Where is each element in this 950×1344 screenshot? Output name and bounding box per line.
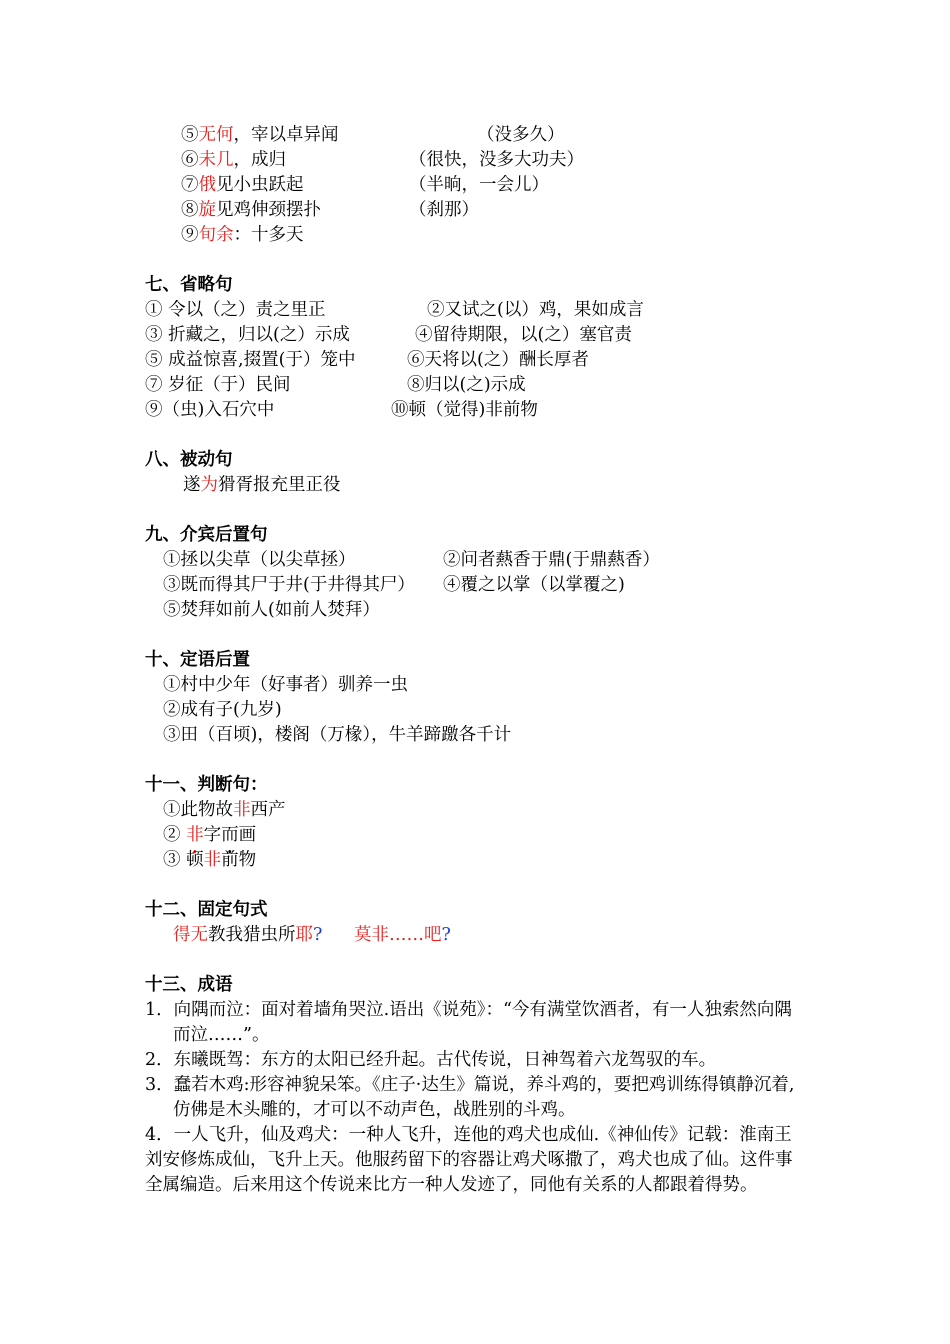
section-heading: 十二、固定句式 [145,900,268,920]
list-item: 4．一人飞升，仙及鸡犬：一种人飞升，连他的鸡犬也成仙.《神仙传》记载：淮南王刘安修炼成仙，飞升上天。他服药留下的容器让鸡犬啄撒了，鸡犬也成了仙。这件事全属编造。后来用这个传说来比方一种人发迹了，同他有关系的人都跟着得势。 [145,1125,793,1195]
section-judgment [145,773,805,873]
list-item: 1．向隅而泣：面对着墙角哭泣.语出《说苑》：“今有满堂饮酒者，有一人独索然向隅而泣……”。 [145,1000,792,1045]
list-item: ⑤ 成益惊喜,掇置(于）笼中 ⑥天将以(之）酬长厚者 [145,350,589,370]
section-postposed-prepositional [145,523,805,623]
time-words-list [145,123,805,248]
section-heading: 十一、判断句： [145,775,268,795]
list-item: ⑦ 岁征（于）民间 ⑧归以(之)示成 [145,375,526,395]
list-item: ③既而得其尸于井(于井得其尸） ④覆之以掌（以掌覆之) [163,575,625,595]
section-idioms [145,973,805,1198]
list-item: ⑥未几，成归 （很快，没多大功夫） [181,150,584,170]
list-item: ③ 顿非前物 [163,850,257,870]
list-item: ③田（百顷)，楼阁（万椽），牛羊蹄躈各千计 [163,725,512,745]
list-item: ①村中少年（好事者）驯养一虫 [163,675,408,695]
section-ellipsis [145,273,805,423]
list-item: ①此物故非西产 [163,800,286,820]
list-item: ⑧旋见鸡伸颈摆扑 （刹那） [181,200,479,220]
section-fixed-patterns [145,898,805,948]
list-item: ②成有子(九岁) [163,700,282,720]
list-item: ② 非字而画 [163,825,257,845]
list-item: 2．东曦既驾：东方的太阳已经升起。古代传说，日神驾着六龙驾驭的车。 [145,1050,717,1070]
list-item: 得无教我猎虫所耶? 莫非……吧? [173,925,451,945]
list-item: ① 令以（之）责之里正 ②又试之(以）鸡，果如成言 [145,300,644,320]
section-heading: 七、省略句 [145,275,233,295]
section-heading: 十、定语后置 [145,650,250,670]
list-item: ③ 折藏之，归以(之）示成 ④留待期限，以(之）塞官责 [145,325,632,345]
list-item: ⑨（虫)入石穴中 ⑩顿（觉得)非前物 [145,400,538,420]
list-item: ①拯以尖草（以尖草拯） ②问者爇香于鼎(于鼎爇香） [163,550,660,570]
list-item: ⑦俄见小虫跃起 （半晌，一会儿） [181,175,549,195]
list-item: ⑤焚拜如前人(如前人焚拜） [163,600,380,620]
list-item: ⑤无何，宰以卓异闻 （没多久） [181,125,565,145]
section-heading: 八、被动句 [145,450,233,470]
list-item: 遂为猾胥报充里正役 [183,475,341,495]
list-item: 3．蠢若木鸡:形容神貌呆笨。《庄子·达生》篇说，养斗鸡的，要把鸡训练得镇静沉着,仿佛是木头雕的，才可以不动声色，战胜别的斗鸡。 [145,1075,795,1120]
section-postposed-attributive [145,648,805,748]
list-item: ⑨旬余：十多天 [181,225,304,245]
section-heading: 九、介宾后置句 [145,525,268,545]
document-page [145,123,805,1198]
section-passive [145,448,805,498]
section-heading: 十三、成语 [145,975,233,995]
